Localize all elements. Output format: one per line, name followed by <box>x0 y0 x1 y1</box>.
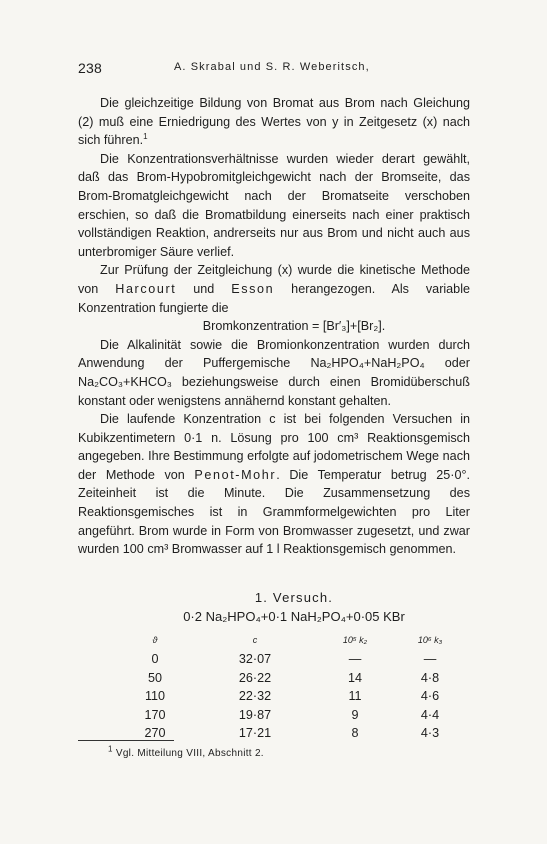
footnote-text: Vgl. Mitteilung VIII, Abschnitt 2. <box>115 748 264 759</box>
table-cell: 4·3 <box>420 726 440 741</box>
table-cell: 4·6 <box>420 689 440 704</box>
table-cell: 17·21 <box>238 726 272 741</box>
paragraph-1-text: Die gleichzeitige Bildung von Bromat aus Brom nach Gleichung (2) muß eine Erniedrigung des Wertes von y in Zeitgesetz (x) nach sich führen. <box>78 96 470 148</box>
table-cell: 9 <box>351 707 359 722</box>
paragraph-1 <box>78 94 470 150</box>
paragraph-3-text-b: herangezogen. Als variable Konzentration fungierte die <box>78 281 470 315</box>
table-row <box>120 650 470 669</box>
footnote-marker: 1 <box>143 132 148 141</box>
column-header: c <box>252 635 258 645</box>
body-text <box>78 94 470 559</box>
name-penot-mohr: Penot-Mohr <box>194 467 277 482</box>
data-table <box>120 630 470 743</box>
page-number: 238 <box>78 60 102 76</box>
table-cell: 22·32 <box>238 689 272 704</box>
table-row <box>120 687 470 706</box>
footnote-rule <box>78 740 174 741</box>
footnote <box>108 744 264 759</box>
experiment-table-block <box>78 590 470 759</box>
table-cell: 19·87 <box>238 707 272 722</box>
paragraph-5 <box>78 410 470 559</box>
table-row <box>120 669 470 688</box>
table-title: 1. Versuch. <box>254 590 334 605</box>
table-cell: 170 <box>144 707 166 722</box>
table-cell: 8 <box>351 726 359 741</box>
paragraph-2: Die Konzentrationsverhältnisse wurden wieder derart gewählt, daß das Brom-Hypobromitgleichgewicht nach der Bromseite, das Brom-Bromatgleichgewicht nach der Bromatseite verschoben erschien, so daß die Bromatbildung einerseits nach einer praktisch vollständigen Reaktion, andrerseits nur aus Brom und nicht auch aus unterbromiger Säure verlief. <box>78 151 470 259</box>
table-cell: 11 <box>348 689 362 704</box>
table-solution: 0·2 Na₂HPO₄+0·1 NaH₂PO₄+0·05 KBr <box>183 609 405 624</box>
table-cell: 26·22 <box>238 670 272 685</box>
paragraph-5-text-a: Die laufende Konzentration c ist bei folgenden Versuchen in Kubikzentimetern 0·1 n. Lösung pro 100 cm³ Reaktionsgemisch angegeben. Ihre Bestimmung erfolgte auf jodometrischem Wege nach der Methode von <box>78 412 470 482</box>
paragraph-5-text-b: . Die Temperatur betrug 25·0°. Zeiteinheit ist die Minute. Die Zusammensetzung des Reaktionsgemisches ist in Grammformelgewichten pro Liter angeführt. Brom wurde in Form von Bromwasser zugesetzt, und zwar wurden 100 cm³ Bromwasser auf 1 l Reaktionsgemisch genommen. <box>78 467 471 557</box>
running-authors: A. Skrabal und S. R. Weberitsch, <box>174 61 370 73</box>
name-esson: Esson <box>231 281 275 296</box>
paragraph-3 <box>78 261 470 317</box>
paragraph-3-text-a: Zur Prüfung der Zeitgleichung (x) wurde die kinetische Methode von <box>78 263 470 296</box>
column-header: 10⁶ k₃ <box>417 635 443 645</box>
column-header: ϑ <box>152 635 158 645</box>
footnote-number: 1 <box>108 744 113 754</box>
table-header-row <box>120 630 470 650</box>
table-cell: 14 <box>347 670 362 685</box>
table-cell: — <box>348 652 362 667</box>
table-row <box>120 706 470 725</box>
paragraph-4: Die Alkalinität sowie die Bromionkonzentration wurden durch Anwendung der Puffergemische Na₂HPO₄+NaH₂PO₄ oder Na₂CO₃+KHCO₃ beziehungsweise durch einen Bromidüberschuß konstant oder wenigstens annähernd konstant gehalten. <box>78 337 470 408</box>
paragraph-3-und: und <box>176 281 232 296</box>
name-harcourt: Harcourt <box>115 281 177 296</box>
table-cell: — <box>423 652 437 667</box>
table-cell: 4·4 <box>420 707 440 722</box>
column-header: 10⁵ k₂ <box>342 635 368 645</box>
table-cell: 110 <box>144 689 166 704</box>
formula-bromkonzentration: Bromkonzentration = [Br′₃]+[Br₂]. <box>202 319 386 334</box>
table-cell: 0 <box>151 652 159 667</box>
table-cell: 50 <box>147 670 162 685</box>
table-cell: 4·8 <box>420 670 440 685</box>
table-cell: 32·07 <box>238 652 272 667</box>
table-cell: 270 <box>144 726 166 741</box>
